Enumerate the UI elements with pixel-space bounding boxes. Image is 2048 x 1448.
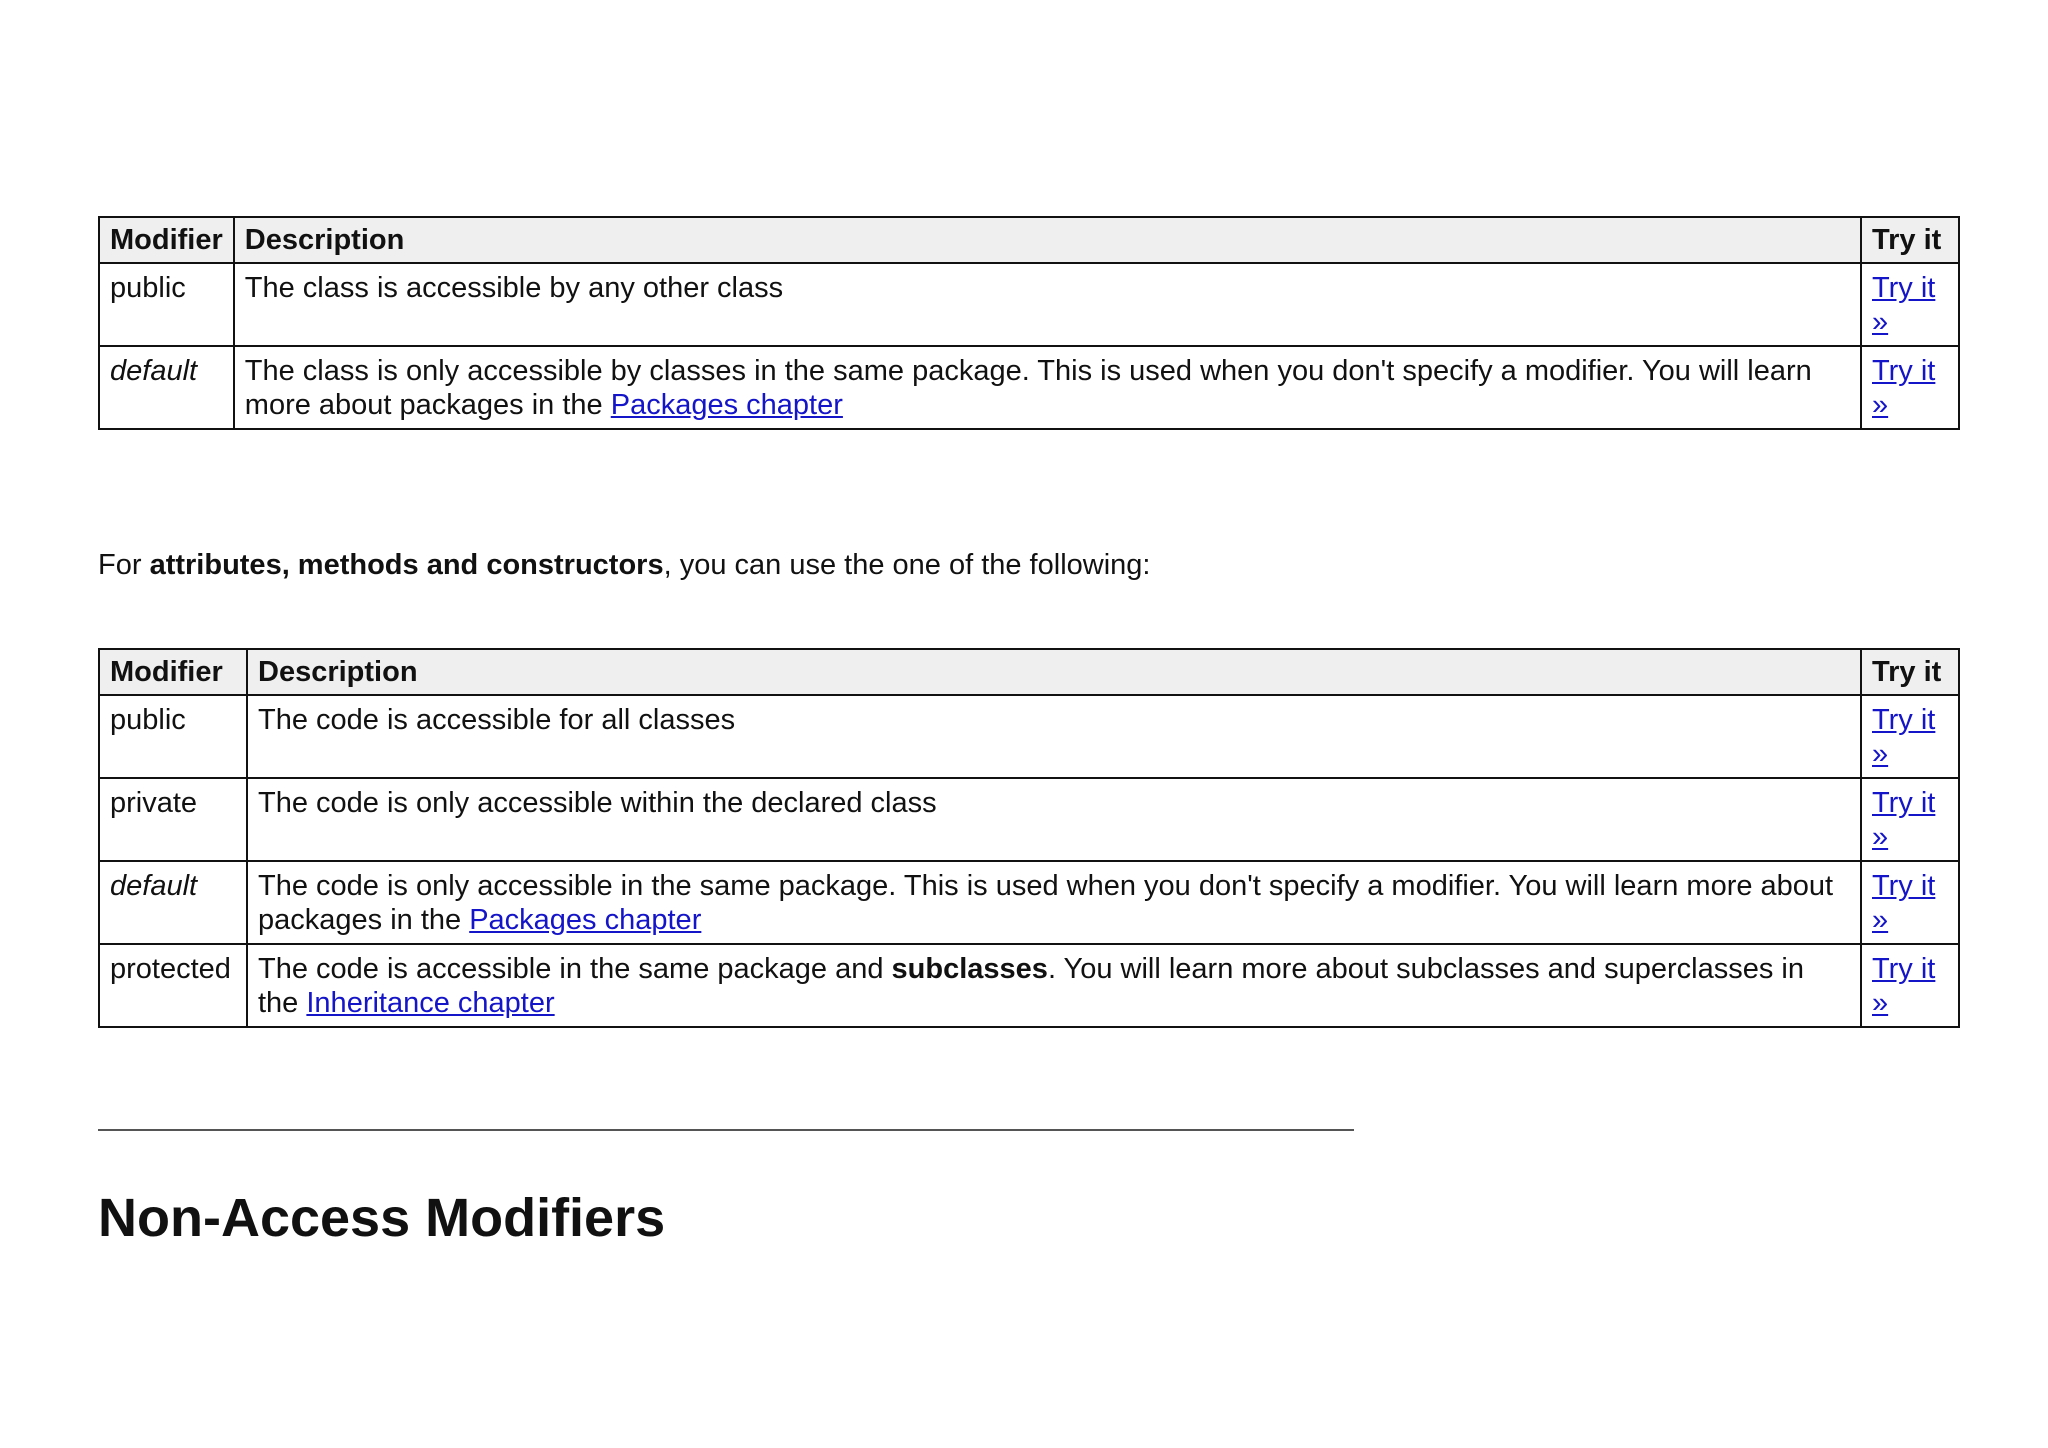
table-header-row [99,217,1959,263]
try-cell [1861,944,1959,1027]
try-it-link[interactable]: Try it » [1872,870,1936,936]
modifier-cell [99,346,234,429]
header-description: Description [234,217,1861,263]
description-bold: subclasses [891,953,1048,985]
member-modifiers-table [98,648,1960,1028]
header-modifier: Modifier [99,649,247,695]
description-cell: The code is accessible for all classes [247,695,1861,778]
table-row [99,861,1959,944]
modifier-cell: public [99,263,234,346]
try-it-link[interactable]: Try it » [1872,272,1936,338]
intro-suffix: , you can use the one of the following: [663,549,1151,581]
description-text: The class is only accessible by classes in the same package. This is used when you don't specify a modifier. You will learn more about packages in the [244,355,1812,421]
intro-bold: attributes, methods and constructors [149,549,664,581]
description-text: The code is accessible in the same package and [258,953,892,985]
modifier-text: default [110,355,198,387]
table-row [99,778,1959,861]
header-try-it: Try it [1861,217,1959,263]
header-description: Description [247,649,1861,695]
table-row [99,944,1959,1027]
try-it-link[interactable]: Try it » [1872,787,1936,853]
description-cell [247,944,1861,1027]
table-row [99,346,1959,429]
description-text: . You will learn more about subclasses and superclasses in the [258,953,1804,1019]
description-cell [234,346,1861,429]
table-row [99,263,1959,346]
intro-prefix: For [98,549,150,581]
description-cell [247,861,1861,944]
try-it-link[interactable]: Try it » [1872,953,1936,1019]
modifier-cell: private [99,778,247,861]
description-cell: The code is only accessible within the declared class [247,778,1861,861]
header-try-it: Try it [1861,649,1959,695]
try-cell [1861,695,1959,778]
try-it-link[interactable]: Try it » [1872,704,1936,770]
class-modifiers-table [98,216,1960,430]
horizontal-divider [98,1129,1354,1131]
try-cell [1861,778,1959,861]
inheritance-chapter-link[interactable]: Inheritance chapter [306,987,555,1019]
section-heading: Non-Access Modifiers [98,1188,666,1248]
modifier-cell: protected [99,944,247,1027]
table-row [99,695,1959,778]
modifier-cell [99,861,247,944]
modifier-cell: public [99,695,247,778]
header-modifier: Modifier [99,217,234,263]
description-text: The code is only accessible in the same package. This is used when you don't specify a modifier. You will learn more about packages in the [258,870,1834,936]
try-cell [1861,861,1959,944]
packages-chapter-link[interactable]: Packages chapter [469,904,702,936]
table-header-row [99,649,1959,695]
description-cell: The class is accessible by any other class [234,263,1861,346]
intro-paragraph [98,547,1150,583]
try-cell [1861,263,1959,346]
try-cell [1861,346,1959,429]
try-it-link[interactable]: Try it » [1872,355,1936,421]
modifier-text: default [110,870,198,902]
packages-chapter-link[interactable]: Packages chapter [610,389,843,421]
